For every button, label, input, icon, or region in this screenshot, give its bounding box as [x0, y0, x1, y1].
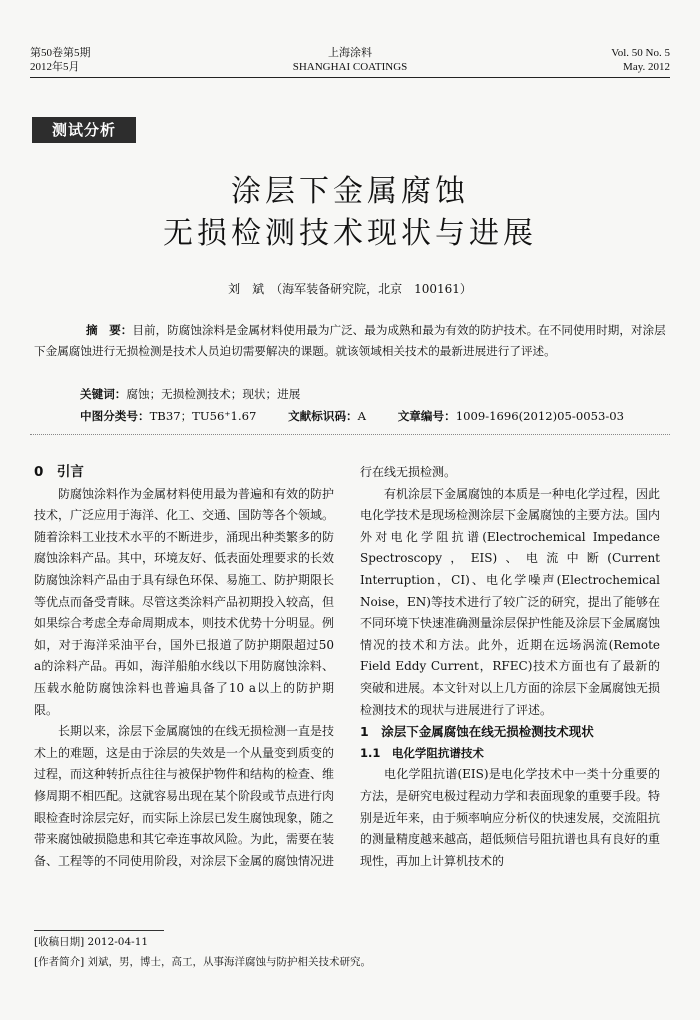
journal-name-en: SHANGHAI COATINGS	[292, 61, 408, 73]
paper-title-line2: 无损检测技术现状与进展	[163, 216, 537, 251]
intro-paragraph-3: 有机涂层下金属腐蚀的本质是一种电化学过程，因此电化学技术是现场检测涂层下金属腐蚀的主要方法。国内外对电化学阻抗谱(Electrochemical Impedance Spectroscopy，EIS)、电流中断(Current Interruption，CI)、电化学噪声(Electrochemical Noise，EN)等技术进行了较广泛的研究，提出了能够在不同环境下快速准确测量涂层保护性能及涂层下金属腐蚀情况的技术和方法。此外，近期在远场涡流(Remote Field Eddy Current，RFEC)技术方面也有了最新的突破和进展。本文针对以上几方面的涂层下金属腐蚀无损检测技术的现状与进展进行了评述。	[360, 486, 661, 717]
intro-paragraph-1: 防腐蚀涂料作为金属材料使用最为普遍和有效的防护技术，广泛应用于海洋、化工、交通、国防等各个领域。随着涂料工业技术水平的不断进步，涌现出种类繁多的防腐蚀涂料产品。其中，环境友好、低表面处理要求的长效防腐蚀涂料产品由于具有绿色环保、易施工、防护期限长等优点而备受青睐。尽管这类涂料产品初期投入较高，但如果综合考虑全寿命周期成本，则技术优势十分明显。例如，对于海洋采油平台，国外已报道了防护期限超过50 a的涂料产品。再如，海洋船舶水线以下用防腐蚀涂料、压载水舱防腐蚀涂料也普遍具备了10 a以上的防护期限。	[34, 486, 335, 717]
section-heading-1: 1 涂层下金属腐蚀在线无损检测技术现状	[360, 724, 594, 740]
right-column	[360, 462, 660, 872]
section-heading-intro: 0 引言	[34, 464, 84, 480]
clc-value: TB37；TU56⁺1.67	[149, 409, 257, 423]
intro-continuation: 行在线无损检测。	[360, 465, 457, 479]
article-no-value: 1009-1696(2012)05-0053-03	[455, 409, 625, 423]
abstract-text: 目前，防腐蚀涂料是金属材料使用最为广泛、最为成熟和最为有效的防护技术。在不同使用时期，对涂层下金属腐蚀进行无损检测是技术人员迫切需要解决的课题。就该领域相关技术的最新进展进行了评述。	[34, 323, 666, 358]
classification-line	[80, 406, 670, 427]
abstract-divider	[30, 434, 670, 435]
intro-paragraph-2: 长期以来，涂层下金属腐蚀的在线无损检测一直是技术上的难题，这是由于涂层的失效是一个从量变到质变的过程，而这种转折点往往与被保护物件和结构的检查、维修周期不相匹配。这就容易出现在某个阶段或节点进行肉眼检查时涂层完好，而实际上涂层已发生腐蚀现象，随之带来腐蚀破损隐患和其它牵连事故风险。为此，需要在装备、工程等的不同使用阶段，对涂层下金属的腐蚀情况进	[34, 724, 335, 868]
author-bio: [作者简介] 刘斌，男，博士，高工，从事海洋腐蚀与防护相关技术研究。	[34, 956, 372, 968]
footnote-divider	[34, 930, 164, 931]
received-date: [收稿日期] 2012-04-11	[34, 936, 149, 948]
clc-label: 中图分类号：	[80, 409, 150, 423]
date-en: May. 2012	[623, 61, 670, 73]
issue-volume: 第50卷第5期	[30, 47, 91, 59]
doc-code-label: 文献标识码：	[288, 409, 358, 423]
journal-name-cn: 上海涂料	[328, 47, 372, 59]
subsection-heading-1-1: 1.1 电化学阻抗谱技术	[360, 745, 484, 760]
issue-date: 2012年5月	[30, 61, 80, 73]
journal-name	[0, 46, 700, 74]
keywords-text: 腐蚀；无损检测技术；现状；进展	[126, 387, 301, 401]
abstract-label: 摘 要：	[86, 323, 133, 337]
article-no-label: 文章编号：	[397, 409, 456, 423]
keywords-label: 关键词：	[80, 387, 127, 401]
left-column	[34, 462, 334, 872]
header-divider	[30, 77, 670, 78]
volume-en: Vol. 50 No. 5	[611, 47, 670, 59]
paper-title-line1: 涂层下金属腐蚀	[231, 174, 469, 209]
doc-code-value: A	[357, 409, 367, 423]
keywords	[80, 384, 660, 405]
abstract	[34, 320, 670, 362]
section-tag: 测试分析	[32, 117, 136, 143]
author-affiliation: 刘 斌 （海军装备研究院，北京 100161）	[228, 282, 472, 296]
eis-paragraph: 电化学阻抗谱(EIS)是电化学技术中一类十分重要的方法，是研究电极过程动力学和表面现象的重要手段。特别是近年来，由于频率响应分析仪的快速发展，交流阻抗的测量精度越来越高，超低频信号阻抗谱也具有良好的重现性，再加上计算机技术的	[360, 767, 661, 868]
journal-issue-en	[611, 46, 670, 74]
